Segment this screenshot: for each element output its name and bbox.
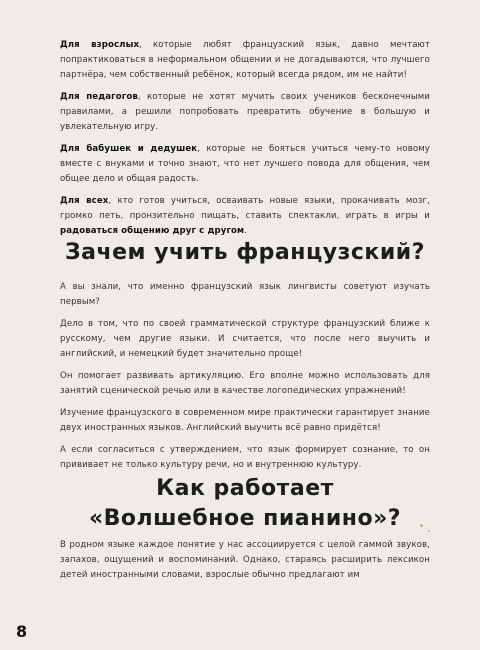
section1-heading: Зачем учить французский? xyxy=(65,240,425,265)
section1-p4: Изучение французского в современном мире практически гарантирует знание двух иностранных языков. Английский выучить всё равно придётся! xyxy=(60,408,430,433)
section1-p3: Он помогает развивать артикуляцию. Его вполне можно использовать для занятий сценической речью или в качестве логопедических упражнений! xyxy=(60,371,430,396)
section1-p5: А если согласиться с утверждением, что язык формирует сознание, то он прививает не только культуру речи, но и внутреннюю культуру. xyxy=(60,445,430,470)
all-tail: радоваться общению друг с другом xyxy=(60,226,245,236)
all-lead: Для всех xyxy=(60,196,109,206)
decor-dot xyxy=(420,524,423,527)
section1-body xyxy=(60,280,430,480)
teachers-text: , которые не хотят мучить своих учеников бесконечными правилами, а решили попробовать превратить обучение в большую и увлекательную игру. xyxy=(60,92,430,132)
adults-text: , которые любят французский язык, давно мечтают попрактиковаться в неформальном общении и не догадываются, что лучшего партнёра, чем собственный ребёнок, который всегда рядом, им не найти! xyxy=(60,40,430,80)
section2-heading-line2: «Волшебное пианино»? xyxy=(88,506,402,531)
section2-body xyxy=(60,538,430,590)
decor-dot xyxy=(428,530,430,532)
intro-adults xyxy=(60,38,430,83)
section1-p2: Дело в том, что по своей грамматической структуре французский ближе к русскому, чем другие языки. И считается, что после него выучить и английский, и немецкий будет значительно проще! xyxy=(60,319,430,359)
page-number: 8 xyxy=(16,622,28,641)
intro-all xyxy=(60,194,430,239)
intro-teachers xyxy=(60,90,430,135)
intro-grandparents xyxy=(60,142,430,187)
section2-p1: В родном языке каждое понятие у нас ассоциируется с целой гаммой звуков, запахов, ощущений и воспоминаний. Однако, стараясь расширить лексикон детей иностранными словами, взрослые обычно предлагают им xyxy=(60,540,430,580)
intro-block xyxy=(60,38,430,246)
all-text: , кто готов учиться, осваивать новые языки, прокачивать мозг, громко петь, пронзительно пищать, ставить спектакли, играть в игры и xyxy=(60,196,430,221)
teachers-lead: Для педагогов xyxy=(60,92,138,102)
all-end: . xyxy=(244,226,248,236)
grandparents-lead: Для бабушек и дедушек xyxy=(60,144,198,154)
adults-lead: Для взрослых xyxy=(60,40,140,50)
section2-heading-line1: Как работает xyxy=(156,476,334,501)
section2-heading xyxy=(60,474,430,534)
grandparents-text: , которые не бояться учиться чему-то новому вместе с внуками и точно знают, что нет лучшего повода для общения, чем общее дело и общая радость. xyxy=(60,144,430,184)
section1-p1: А вы знали, что именно французский язык лингвисты советуют изучать первым? xyxy=(60,282,430,307)
